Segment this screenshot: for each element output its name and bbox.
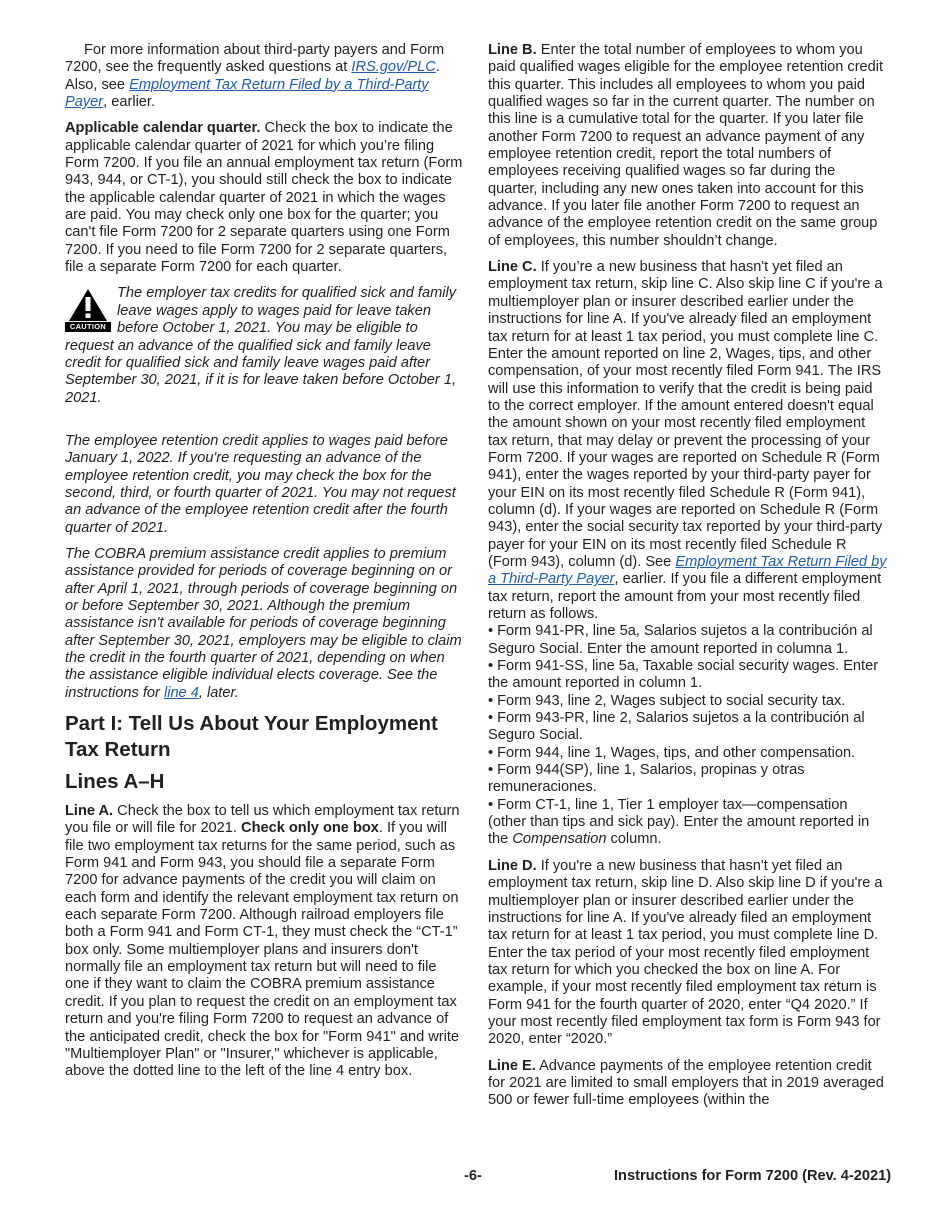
paragraph-text: Advance payments of the employee retention credit for 2021 are limited to small employers that in 2019 averaged 500 or fewer full-time employees (within the xyxy=(488,1057,884,1109)
list-item-text: Form 941-PR, line 5a, Salarios sujetos a la contribución al Seguro Social. Enter the amount reported in columna 1. xyxy=(488,623,873,657)
warning-triangle-icon xyxy=(68,288,108,322)
bullet-icon: • xyxy=(488,762,494,779)
third-party-payer-link[interactable]: Employment Tax Return Filed by a Third-Party Payer xyxy=(65,76,429,111)
list-item-text: Form CT-1, line 1, Tier 1 employer tax—compensation (other than tips and sick pay). Enter the amount reported in the xyxy=(488,796,870,848)
paragraph-text: If you're a new business that hasn't yet filed an employment tax return, skip line D. Also skip line D if you're a multiemployer plan or insurer described earlier under the instructions for line A. If you've already filed an employment tax return for at least 1 tax period, you must complete line D. Enter the tax period of your most recently filed employment tax return for which you checked the box on line A. For example, if your most recently filed employment tax return is Form 941 for the fourth quarter of 2020, enter “Q4 2020.” If your most recently filed employment tax form is Form 943 for 2020, enter “2020.” xyxy=(488,857,883,1048)
list-item xyxy=(488,710,888,745)
caution-label: CAUTION xyxy=(65,322,111,332)
paragraph-text: The COBRA premium assistance credit applies to premium assistance provided for periods of coverage beginning on or after April 1, 2021, through periods of coverage beginning on or before September 30, 2021. Although the premium assistance isn't available for periods of coverage beginning after September 30, 2021, employers may be eligible to claim the credit in the fourth quarter of 2021, depending on when the assistance eligible individual elects coverage. See the instructions for xyxy=(65,545,462,701)
line-c-paragraph xyxy=(488,259,888,623)
paragraph-text: For more information about third-party payers and Form 7200, see the frequently asked questions at xyxy=(65,42,445,76)
paragraph-text: Check the box to indicate the applicable calendar quarter of 2021 for which you’re filing Form 7200. If you file an annual employment tax return (Form 943, 944, or CT-1), you should still check the box to indicate the applicable calendar quarter of 2021 in which the wages are paid. You may check only one box for the quarter; you can't file Form 7200 for 2 separate quarters using one Form 7200. If you need to file Form 7200 for 2 separate quarters, file a separate Form 7200 for each quarter. xyxy=(65,120,463,276)
line-d-title: Line D. xyxy=(488,857,537,874)
list-item-text: Form 944, line 1, Wages, tips, and other compensation. xyxy=(497,744,856,761)
irs-plc-link[interactable]: IRS.gov/PLC xyxy=(351,59,436,76)
list-item-text: column. xyxy=(606,831,662,848)
line-a-title: Line A. xyxy=(65,803,114,820)
lines-a-h-heading: Lines A–H xyxy=(65,770,165,794)
list-item xyxy=(488,745,888,762)
line-4-link[interactable]: line 4 xyxy=(163,684,199,701)
caution-icon xyxy=(65,288,111,333)
list-item xyxy=(488,658,888,693)
erc-italic-paragraph: The employee retention credit applies to wages paid before January 1, 2022. If you're requesting an advance of the employee retention credit, you may check the box for the second, third, or fourth quarter of 2021. You may not request an advance of the employee retention credit after the fourth quarter of 2021. xyxy=(65,432,456,536)
line-e-paragraph xyxy=(488,1058,888,1110)
cobra-italic-paragraph xyxy=(65,546,463,702)
line-b-paragraph xyxy=(488,42,888,250)
check-only-one-box: Check only one box xyxy=(241,820,379,837)
bullet-icon: • xyxy=(488,658,494,675)
bullet-icon: • xyxy=(488,692,494,709)
line-a-paragraph xyxy=(65,803,463,1081)
page-number: -6- xyxy=(464,1168,482,1184)
document-title: Instructions for Form 7200 (Rev. 4-2021) xyxy=(614,1168,892,1184)
bullet-icon: • xyxy=(488,744,494,761)
third-party-payer-link[interactable]: Employment Tax Return Filed by a Third-Party Payer xyxy=(488,553,887,588)
paragraph-text: Enter the total number of employees to whom you paid qualified wages eligible for the employee retention credit this quarter. This includes all employees to whom you paid qualified wages so far in the current quarter. The number on this line is a cumulative total for the quarter. If you later file another Form 7200 to request an advance payment of any employee retention credit, report the total numbers of employees receiving qualified wages so far during the quarter, including any new ones taken into account for this advance. If you later file another Form 7200 to request an advance of the employee retention credit on the same group of employees, this number shouldn’t change. xyxy=(488,42,884,249)
paragraph-text: . Also, see xyxy=(65,59,440,93)
paragraph-text: . If you will file two employment tax returns for the same period, such as Form 941 and Form 943, you should file a separate Form 7200 for advance payments of the credit you will claim on each form and identify the relevant employment tax return on each separate Form 7200. Although railroad employers file both a Form 941 and Form CT-1, they must check the “CT-1” box only. Some multiemployer plans and insurers don't normally file an employment tax return but will need to file one if they want to claim the COBRA premium assistance credit. If you plan to request the credit on an employment tax return and you're filing Form 7200 to request an advance of the anticipated credit, check the box for "Form 941" and write "Multiemployer Plan" or "Insurer," whichever is applicable, above the dotted line to the left of the line 4 entry box. xyxy=(65,820,460,1080)
left-column xyxy=(65,42,463,1090)
paragraph-text: If you’re a new business that hasn't yet filed an employment tax return, skip line C. Also skip line C if you're a multiemployer plan or insurer described earlier under the instructions for line A. If you've already filed an employment tax return for at least 1 tax period, you must complete line C. Enter the amount reported on line 2, Wages, tips, and other compensation, of your most recently filed Form 941. The IRS will use this information to verify that the credit is being paid to the correct employer. If the amount entered doesn't equal the amount shown on your most recently filed employment tax return, that may delay or prevent the processing of your Form 7200. If your wages are reported on Schedule R (Form 941), enter the wages reported by your third-party payer for your EIN on its most recently filed Schedule R (Form 941), column (d). If your wages are reported on Schedule R (Form 943), enter the social security tax reported by your third-party payer for your EIN on its most recently filed Schedule R (Form 943), column (d). See xyxy=(488,259,883,570)
part-1-heading: Part I: Tell Us About Your Employment Tax Return xyxy=(65,712,438,762)
caution-text: The employer tax credits for qualified sick and family leave wages apply to wages paid for leave taken before October 1, 2021. You may be eligible to request an advance of the qualified sick and family leave credit for qualified sick and family leave wages paid after September 30, 2021, if it is for leave taken before October 1, 2021. xyxy=(65,285,457,406)
list-item xyxy=(488,797,888,849)
line-e-title: Line E. xyxy=(488,1057,536,1074)
applicable-quarter-title: Applicable calendar quarter. xyxy=(65,120,261,137)
bullet-icon: • xyxy=(488,796,494,813)
list-item xyxy=(488,693,888,710)
list-item-italic: Compensation xyxy=(512,831,607,848)
applicable-quarter-paragraph xyxy=(65,120,463,276)
line-d-paragraph xyxy=(488,858,888,1049)
paragraph-text: , earlier. If you file a different employment tax return, report the amount from your most recently filed return as follows. xyxy=(488,571,882,622)
paragraph-text: , earlier. xyxy=(103,94,156,111)
list-item-text: Form 943-PR, line 2, Salarios sujetos a la contribución al Seguro Social. xyxy=(488,710,865,744)
list-item-text: Form 944(SP), line 1, Salarios, propinas y otras remuneraciones. xyxy=(488,762,805,796)
caution-note xyxy=(65,285,463,415)
third-party-paragraph xyxy=(65,42,463,111)
line-c-title: Line C. xyxy=(488,259,537,276)
form-bullet-list xyxy=(488,623,888,848)
line-b-title: Line B. xyxy=(488,42,537,58)
paragraph-text: , later. xyxy=(198,684,239,701)
bullet-icon: • xyxy=(488,710,494,727)
list-item xyxy=(488,762,888,797)
list-item-text: Form 941-SS, line 5a, Taxable social security wages. Enter the amount reported in column 1. xyxy=(488,658,879,692)
right-column xyxy=(488,42,888,1119)
list-item xyxy=(488,623,888,658)
bullet-icon: • xyxy=(488,623,494,640)
list-item-text: Form 943, line 2, Wages subject to social security tax. xyxy=(497,692,846,709)
paragraph-text: Check the box to tell us which employment tax return you file or will file for 2021. xyxy=(65,803,460,837)
